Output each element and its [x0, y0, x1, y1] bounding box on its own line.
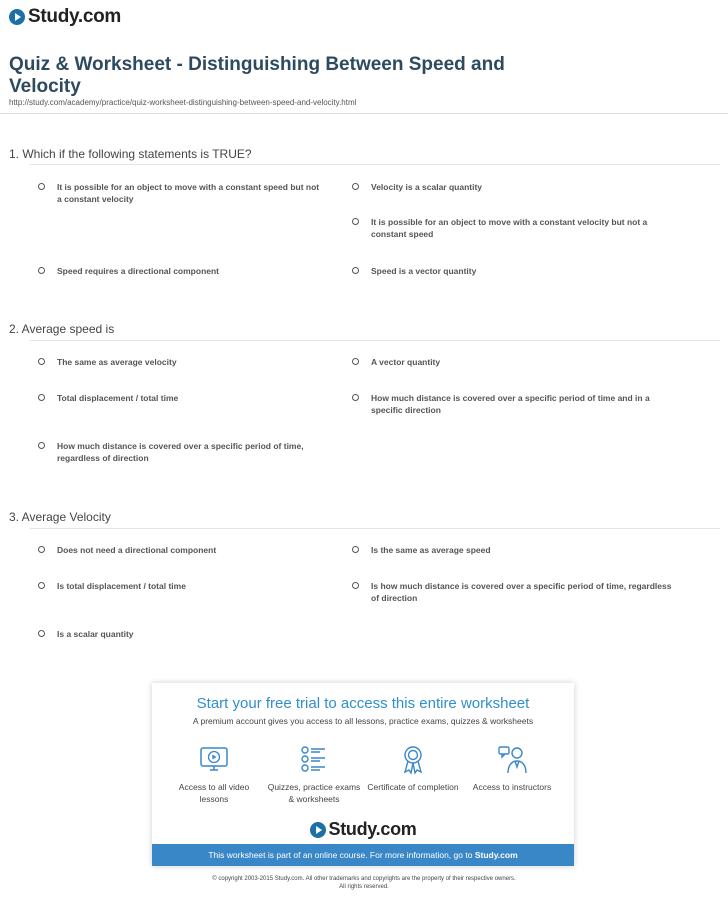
radio-button-icon[interactable] [38, 358, 45, 365]
free-trial-panel [152, 683, 574, 866]
radio-button-icon[interactable] [38, 630, 45, 637]
q3-option-a[interactable] [38, 544, 323, 556]
option-label: It is possible for an object to move with a constant speed but not a constant velocity [57, 182, 320, 204]
copyright-line-2: All rights reserved. [339, 884, 389, 890]
feature-certificate [363, 743, 463, 793]
question-3-divider [30, 528, 720, 529]
option-label: Is a scalar quantity [57, 629, 134, 639]
free-trial-subtitle: A premium account gives you access to all lessons, practice exams, quizzes & worksheets [192, 716, 534, 726]
radio-button-icon[interactable] [38, 582, 45, 589]
radio-button-icon[interactable] [352, 582, 359, 589]
q2-option-a[interactable] [38, 356, 323, 368]
study-link[interactable]: Study.com [474, 850, 518, 860]
play-logo-icon [9, 9, 25, 25]
option-label: Velocity is a scalar quantity [371, 182, 483, 192]
option-label: A vector quantity [371, 357, 441, 367]
option-label: It is possible for an object to move with a constant velocity but not a constant speed [371, 217, 648, 239]
cta-study-logo[interactable] [152, 819, 574, 840]
option-label: How much distance is covered over a specific period of time, regardless of direction [57, 441, 304, 463]
page-title: Quiz & Worksheet - Distinguishing Between Speed and Velocity [9, 54, 505, 97]
radio-button-icon[interactable] [352, 218, 359, 225]
radio-button-icon[interactable] [38, 183, 45, 190]
radio-button-icon[interactable] [38, 394, 45, 401]
radio-button-icon[interactable] [352, 394, 359, 401]
feature-label: Quizzes, practice exams & worksheets [267, 782, 361, 804]
play-logo-icon [310, 822, 326, 838]
option-label: Is how much distance is covered over a specific period of time, regardless of direction [371, 581, 672, 603]
free-trial-title[interactable]: Start your free trial to access this entire worksheet [196, 695, 530, 712]
q3-option-c[interactable] [38, 580, 323, 592]
q1-option-a[interactable] [38, 181, 323, 205]
feature-label: Certificate of completion [367, 782, 459, 792]
radio-button-icon[interactable] [352, 546, 359, 553]
option-label: Does not need a directional component [57, 545, 217, 555]
option-label: Is total displacement / total time [57, 581, 186, 591]
option-label: Speed requires a directional component [57, 266, 220, 276]
certificate-icon [397, 743, 429, 775]
course-info-text: This worksheet is part of an online course. For more information, go to [208, 850, 475, 860]
option-label: Speed is a vector quantity [371, 266, 477, 276]
logo-text: Study.com [328, 819, 417, 839]
feature-label: Access to instructors [472, 782, 552, 792]
question-2-divider [30, 340, 720, 341]
q1-option-b[interactable] [352, 181, 682, 193]
radio-button-icon[interactable] [352, 183, 359, 190]
radio-button-icon[interactable] [38, 267, 45, 274]
q2-option-b[interactable] [352, 356, 682, 368]
copyright-line-1: © copyright 2003-2015 Study.com. All other trademarks and copyrights are the property of their respective owners. [212, 876, 516, 882]
page-url: http://study.com/academy/practice/quiz-worksheet-distinguishing-between-speed-and-velocity.html [9, 98, 357, 107]
question-1-divider [30, 164, 720, 165]
option-label: Is the same as average speed [371, 545, 491, 555]
feature-label: Access to all video lessons [178, 782, 250, 804]
q1-option-d[interactable] [38, 265, 323, 277]
q1-option-c[interactable] [352, 216, 662, 240]
feature-video-lessons [164, 743, 264, 805]
video-lesson-icon [198, 743, 230, 775]
quiz-list-icon [298, 743, 330, 775]
radio-button-icon[interactable] [352, 358, 359, 365]
instructor-icon [496, 743, 528, 775]
q3-option-d[interactable] [352, 580, 672, 604]
q3-option-b[interactable] [352, 544, 682, 556]
feature-quizzes [264, 743, 364, 805]
q2-option-e[interactable] [38, 440, 328, 464]
logo-text: Study.com [28, 6, 122, 27]
option-label: The same as average velocity [57, 357, 177, 367]
study-logo[interactable] [9, 6, 121, 28]
q2-option-c[interactable] [38, 392, 323, 404]
question-2-title: 2. Average speed is [9, 322, 115, 336]
question-1-title: 1. Which if the following statements is TRUE? [9, 147, 252, 161]
copyright [0, 875, 728, 891]
feature-instructors [462, 743, 562, 793]
option-label: Total displacement / total time [57, 393, 179, 403]
q1-option-e[interactable] [352, 265, 682, 277]
q2-option-d[interactable] [352, 392, 672, 416]
header-divider [0, 113, 728, 114]
question-3-title: 3. Average Velocity [9, 510, 111, 524]
radio-button-icon[interactable] [38, 442, 45, 449]
option-label: How much distance is covered over a specific period of time and in a specific direction [371, 393, 650, 415]
radio-button-icon[interactable] [352, 267, 359, 274]
q3-option-e[interactable] [38, 628, 323, 640]
course-info-bar [152, 844, 574, 866]
radio-button-icon[interactable] [38, 546, 45, 553]
